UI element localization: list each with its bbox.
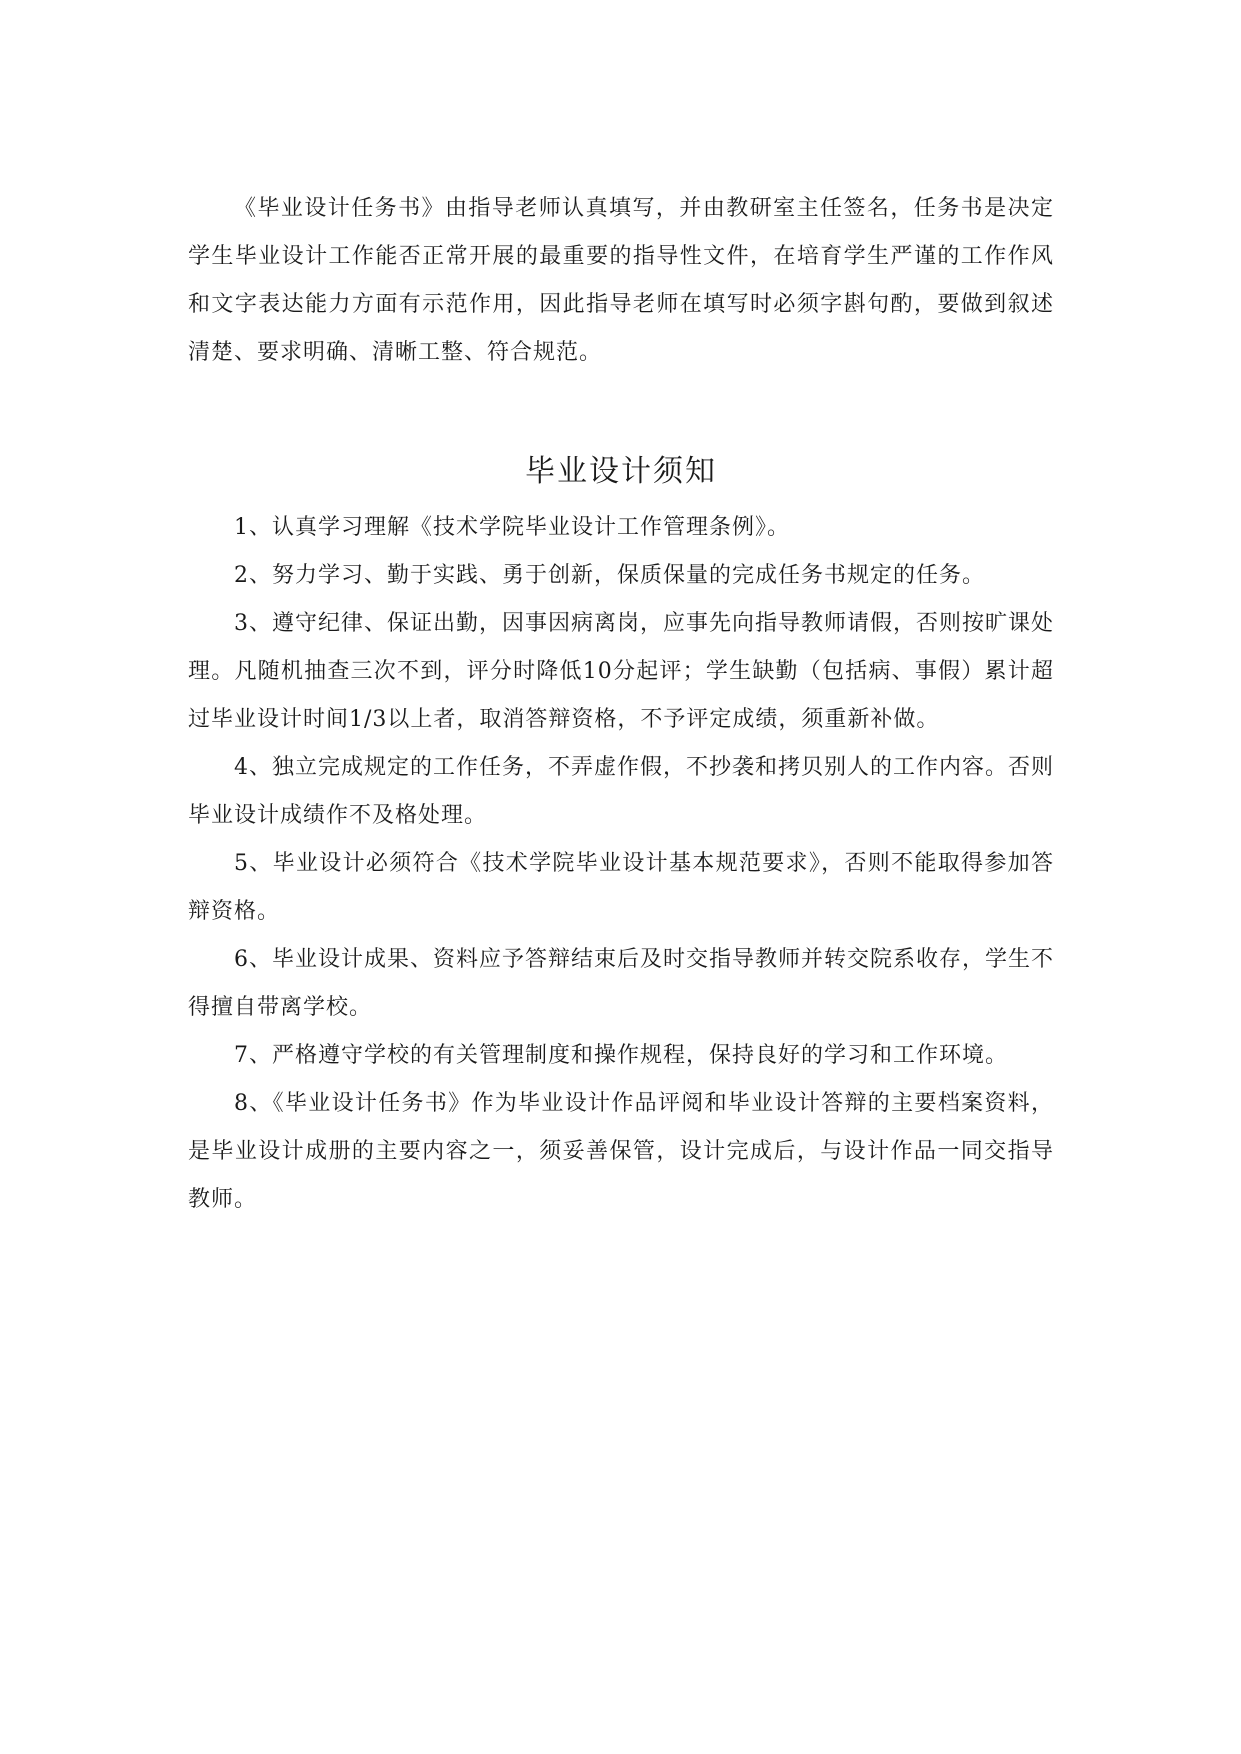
notice-rule-8: 8、《毕业设计任务书》作为毕业设计作品评阅和毕业设计答辩的主要档案资料，是毕业设计成册的主要内容之一，须妥善保管，设计完成后，与设计作品一同交指导教师。 [188,1091,1054,1212]
notice-rule-1: 1、认真学习理解《技术学院毕业设计工作管理条例》。 [234,515,790,540]
notice-rule-5: 5、毕业设计必须符合《技术学院毕业设计基本规范要求》，否则不能取得参加答辩资格。 [188,851,1054,924]
notice-rule-4: 4、独立完成规定的工作任务，不弄虚作假，不抄袭和拷贝别人的工作内容。否则毕业设计成绩作不及格处理。 [188,755,1054,828]
notice-rule-2: 2、努力学习、勤于实践、勇于创新，保质保量的完成任务书规定的任务。 [234,563,985,588]
intro-paragraph: 《毕业设计任务书》由指导老师认真填写，并由教研室主任签名，任务书是决定学生毕业设计工作能否正常开展的最重要的指导性文件，在培育学生严谨的工作作风和文字表达能力方面有示范作用，因此指导老师在填写时必须字斟句酌，要做到叙述清楚、要求明确、清晰工整、符合规范。 [188,196,1054,365]
notice-rule-3: 3、遵守纪律、保证出勤，因事因病离岗，应事先向指导教师请假，否则按旷课处理。凡随机抽查三次不到，评分时降低10分起评；学生缺勤（包括病、事假）累计超过毕业设计时间1/3以上者，取消答辩资格，不予评定成绩，须重新补做。 [188,611,1054,732]
notice-rules-list [188,504,1054,1224]
notice-rule-6: 6、毕业设计成果、资料应予答辩结束后及时交指导教师并转交院系收存，学生不得擅自带离学校。 [188,947,1054,1020]
notice-title: 毕业设计须知 [525,454,717,489]
notice-rule-7: 7、严格遵守学校的有关管理制度和操作规程，保持良好的学习和工作环境。 [234,1043,1008,1068]
